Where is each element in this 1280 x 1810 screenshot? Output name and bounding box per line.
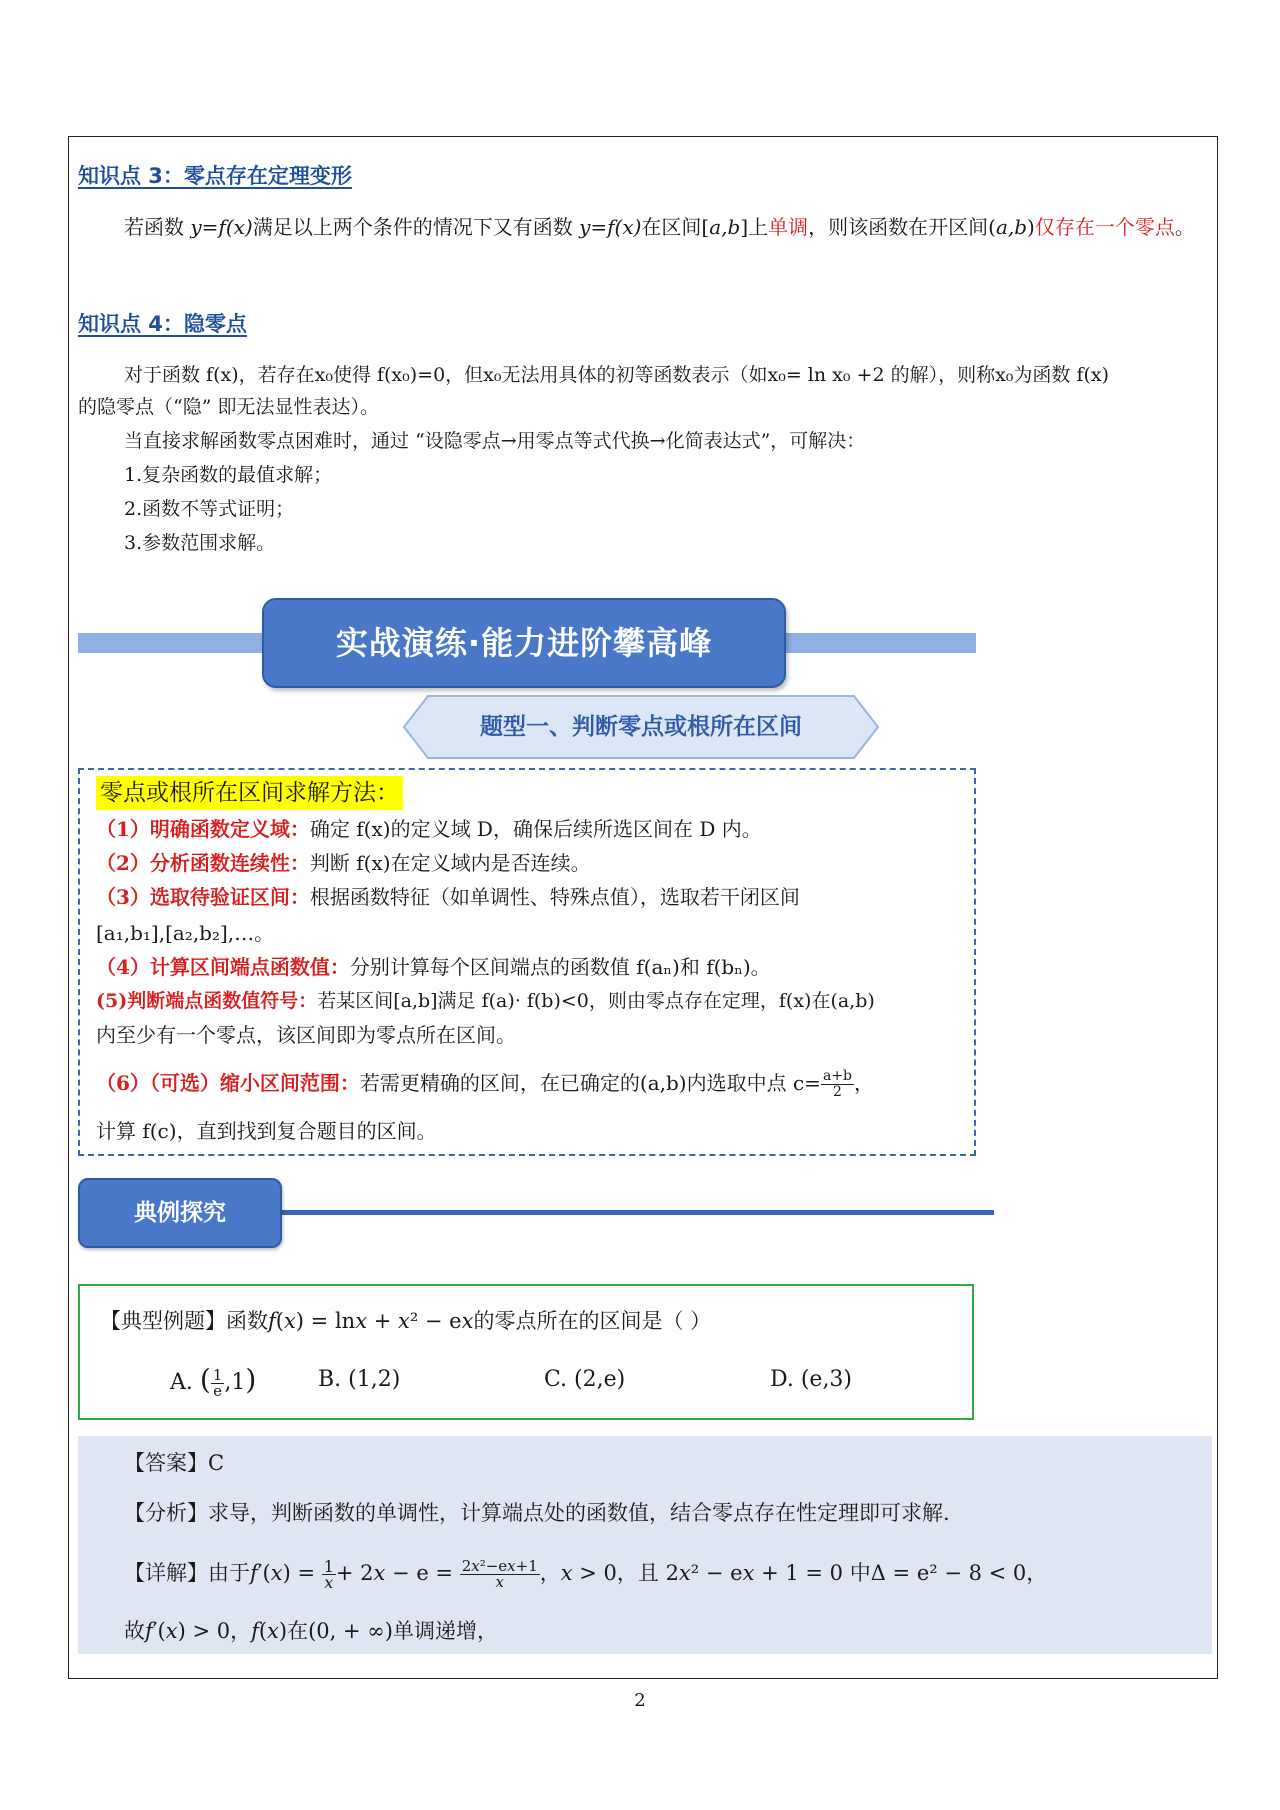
method-step: （3）选取待验证区间：根据函数特征（如单调性、特殊点值），选取若干闭区间	[96, 885, 800, 909]
option-b[interactable]: B. (1,2)	[318, 1367, 401, 1392]
analysis-line: 【分析】求导，判断函数的单调性，计算端点处的函数值，结合零点存在性定理即可求解.	[124, 1501, 950, 1525]
method-step: 计算 f(c)，直到找到复合题目的区间。	[96, 1119, 437, 1143]
section-header	[402, 694, 880, 760]
kp4-paragraph-2: 当直接求解函数零点困难时，通过 “设隐零点→用零点等式代换→化简表达式”，可解决：	[124, 430, 866, 452]
kp4-list-item: 1.复杂函数的最值求解；	[124, 464, 333, 486]
kp4-title: 知识点 4：隐零点	[78, 312, 247, 336]
kp4-paragraph-1: 对于函数 f(x)，若存在x₀使得 f(x₀)=0，但x₀无法用具体的初等函数表示（如x₀= ln x₀ +2 的解），则称x₀为函数 f(x)	[124, 364, 1110, 386]
option-c[interactable]: C. (2,e)	[544, 1367, 626, 1392]
kp4-list-item: 2.函数不等式证明；	[124, 498, 295, 520]
example-header-button: 典例探究	[78, 1178, 282, 1248]
kp4-list-item: 3.参数范围求解。	[124, 532, 276, 554]
banner-title: 实战演练·能力进阶攀高峰	[262, 598, 786, 688]
section-title: 题型一、判断零点或根所在区间	[480, 714, 802, 740]
method-step: （2）分析函数连续性：判断 f(x)在定义域内是否连续。	[96, 851, 591, 875]
answer-line: 【答案】C	[124, 1451, 225, 1475]
kp4-paragraph-1b: 的隐零点（“隐” 即无法显性表达）。	[78, 396, 379, 418]
example-header-line	[282, 1210, 994, 1215]
method-step: （1）明确函数定义域：确定 f(x)的定义域 D，确保后续所选区间在 D 内。	[96, 817, 762, 841]
method-title: 零点或根所在区间求解方法：	[96, 776, 403, 810]
kp3-title: 知识点 3：零点存在定理变形	[78, 164, 352, 188]
method-step: （4）计算区间端点函数值：分别计算每个区间端点的函数值 f(aₙ)和 f(bₙ)。	[96, 955, 771, 979]
kp3-paragraph: 若函数 y=f(x)满足以上两个条件的情况下又有函数 y=f(x)在区间[a,b]上单调，则该函数在开区间(a,b)仅存在一个零点。	[124, 215, 1195, 239]
method-step: （6）（可选）缩小区间范围：若需更精确的区间，在已确定的(a,b)内选取中点 c= $\frac{a+b}{2}$ ，	[96, 1068, 874, 1100]
option-d[interactable]: D. (e,3)	[770, 1367, 853, 1392]
method-step: 内至少有一个零点，该区间即为零点所在区间。	[96, 1023, 516, 1047]
question-text: 【典型例题】函数𝑓(𝑥) = ln𝑥 + 𝑥² − e𝑥的零点所在的区间是（ ）	[100, 1309, 712, 1333]
method-step: [a₁,b₁],[a₂,b₂],…。	[96, 921, 275, 945]
method-step: (5)判断端点函数值符号：若某区间[a,b]满足 f(a)· f(b)<0，则由零点存在定理，f(x)在(a,b)	[96, 990, 875, 1012]
detail-line-2: 故𝑓′(𝑥) > 0，𝑓(𝑥)在(0, + ∞)单调递增，	[124, 1619, 498, 1643]
midpoint-fraction: $\frac{a+b}{2}$	[822, 1068, 852, 1100]
page-number: 2	[634, 1690, 646, 1711]
detail-line: 【详解】由于𝑓′(𝑥) = $\frac{1}{\text{𝑥}}$ + 2𝑥 − e = $\frac{\text{2𝑥²−e𝑥+1}}{\text{𝑥}}$ ，𝑥 > 0，且 2𝑥² − e𝑥 + 1 = 0 中Δ = e² − 8 < 0，	[124, 1557, 1048, 1592]
option-a[interactable]: A. ( $\frac{1}{e}$ ,1)	[170, 1363, 257, 1400]
